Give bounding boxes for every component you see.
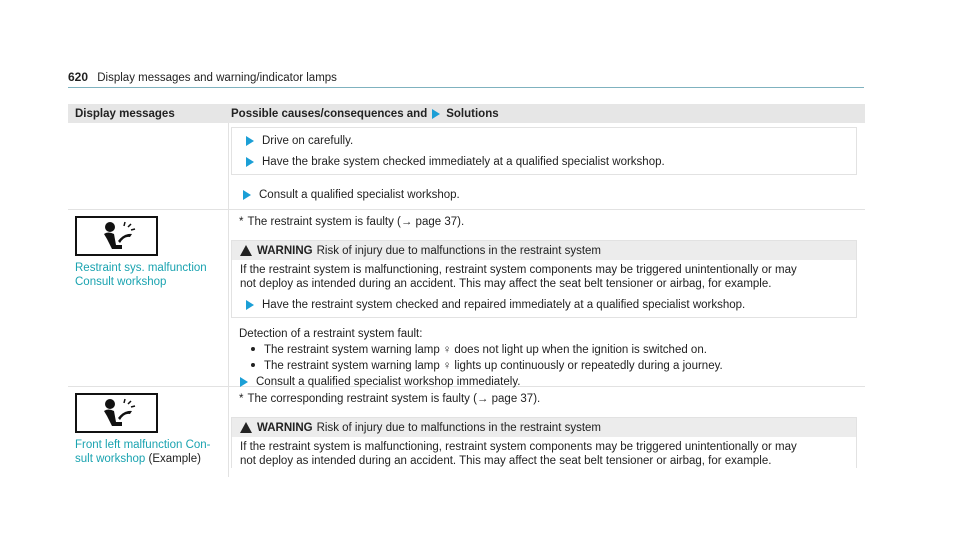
warning-header — [232, 418, 856, 437]
footnote-marker: * — [239, 393, 244, 405]
column-header-messages: Display messages — [75, 107, 175, 120]
bullet-icon — [251, 363, 255, 367]
column-header-causes-label: Possible causes/consequences and — [231, 107, 428, 120]
warning-label: WARNING — [257, 244, 313, 257]
display-message — [75, 261, 228, 289]
list-item — [239, 342, 865, 358]
bullet-text: The restraint system warning lamp — [264, 344, 440, 356]
display-message-line: Consult workshop — [75, 276, 167, 288]
list-item — [232, 131, 856, 150]
step-arrow-icon — [246, 300, 254, 310]
list-item — [239, 358, 865, 374]
page-number: 620 — [68, 70, 89, 84]
warning-text: If the restraint system is malfunctioning, restraint system components may be triggered unintentionally or may — [240, 441, 797, 453]
display-message-line: sult workshop — [75, 453, 146, 465]
display-message — [75, 438, 228, 466]
cause-line — [229, 393, 865, 407]
table-header — [68, 104, 865, 123]
warning-label: WARNING — [257, 421, 313, 434]
warning-header — [232, 241, 856, 260]
table-row — [68, 123, 865, 210]
solutions-cell — [229, 123, 865, 209]
warning-box — [231, 240, 857, 318]
step-arrow-icon — [246, 136, 254, 146]
list-item — [229, 185, 865, 204]
warning-box — [231, 417, 857, 468]
bullet-icon — [251, 347, 255, 351]
column-header-causes — [229, 108, 499, 120]
detection-heading: Detection of a restraint system fault: — [239, 328, 423, 340]
step-text: Consult a qualified specialist workshop. — [259, 188, 460, 201]
step-text: Consult a qualified specialist workshop immediately. — [256, 376, 521, 388]
cause-text: The corresponding restraint system is faulty (→ page 37). — [247, 393, 541, 405]
warning-body — [232, 437, 856, 468]
solutions-cell — [229, 387, 865, 477]
warning-triangle-icon — [240, 422, 252, 433]
restraint-system-display-icon — [75, 393, 158, 433]
warning-title: Risk of injury due to malfunctions in the restraint system — [316, 421, 602, 434]
solution-box — [231, 127, 857, 175]
airbag-warning-icon — [102, 221, 136, 253]
message-cell — [68, 387, 229, 477]
restraint-system-display-icon — [75, 216, 158, 256]
list-item — [232, 295, 856, 314]
display-message-suffix: (Example) — [148, 453, 201, 465]
bullet-text: lights up continuously or repeatedly during a journey. — [454, 360, 723, 372]
solution-arrow-icon — [432, 109, 440, 119]
solutions-cell — [229, 210, 865, 386]
warning-text: If the restraint system is malfunctioning, restraint system components may be triggered unintentionally or may — [240, 264, 797, 276]
airbag-warning-icon — [102, 398, 136, 430]
step-arrow-icon — [243, 190, 251, 200]
messages-table — [68, 104, 865, 477]
display-message-line: Front left malfunction Con- — [75, 439, 211, 451]
detection-block — [239, 326, 865, 390]
message-cell — [68, 123, 229, 209]
footnote-marker: * — [239, 216, 244, 228]
column-header-solutions-label: Solutions — [446, 107, 499, 120]
cause-line — [229, 216, 865, 230]
table-row — [68, 210, 865, 387]
warning-title: Risk of injury due to malfunctions in the restraint system — [316, 244, 602, 257]
warning-body — [232, 260, 856, 291]
step-text: Drive on carefully. — [262, 134, 354, 147]
restraint-warning-lamp-icon: ♀ — [442, 360, 452, 372]
page-title: Display messages and warning/indicator lamps — [97, 72, 337, 84]
page-header — [68, 70, 337, 84]
cause-text: The restraint system is faulty (→ page 37). — [247, 216, 465, 228]
warning-text: not deploy as intended during an accident. This may affect the seat belt tensioner or airbag, for example. — [240, 278, 772, 290]
warning-text: not deploy as intended during an accident. This may affect the seat belt tensioner or airbag, for example. — [240, 455, 772, 467]
bullet-text: does not light up when the ignition is switched on. — [454, 344, 707, 356]
table-row — [68, 387, 865, 477]
bullet-text: The restraint system warning lamp — [264, 360, 440, 372]
step-text: Have the brake system checked immediately at a qualified specialist workshop. — [262, 155, 665, 168]
step-text: Have the restraint system checked and repaired immediately at a qualified specialist workshop. — [262, 298, 746, 311]
header-divider — [68, 87, 864, 88]
display-message-line: Restraint sys. malfunction — [75, 262, 207, 274]
restraint-warning-lamp-icon: ♀ — [442, 344, 452, 356]
step-arrow-icon — [246, 157, 254, 167]
message-cell — [68, 210, 229, 386]
warning-triangle-icon — [240, 245, 252, 256]
list-item — [232, 152, 856, 171]
step-arrow-icon — [240, 377, 248, 387]
